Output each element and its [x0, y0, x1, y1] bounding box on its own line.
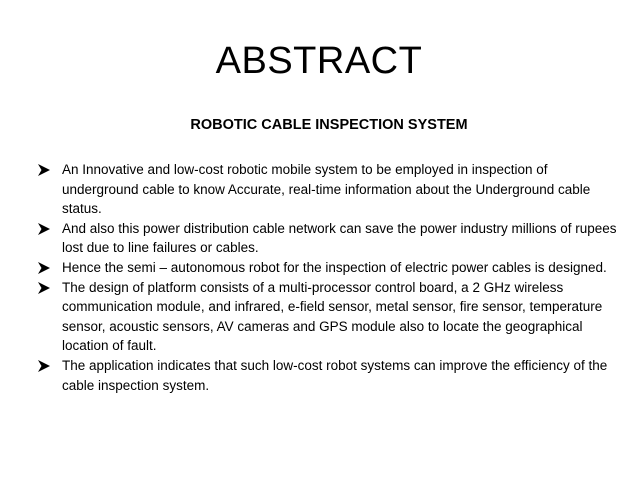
arrowhead-bullet-icon: [38, 164, 50, 176]
arrowhead-bullet-icon: [38, 262, 50, 274]
bullet-text: The design of platform consists of a multi-processor control board, a 2 GHz wireless communication module, and infrared, e-field sensor, metal sensor, fire sensor, temperature sensor, acoustic sensors, AV cameras and GPS module also to locate the geographical location of fault.: [62, 279, 603, 354]
arrowhead-bullet-icon: [38, 223, 50, 235]
bullet-text: An Innovative and low-cost robotic mobile system to be employed in inspection of underground cable to know Accurate, real-time information about the Underground cable status.: [62, 162, 591, 217]
list-item: [40, 356, 618, 395]
arrowhead-bullet-icon: [38, 282, 50, 294]
slide-subtitle: ROBOTIC CABLE INSPECTION SYSTEM: [190, 117, 468, 133]
bullet-text: Hence the semi – autonomous robot for the inspection of electric power cables is designed.: [62, 259, 607, 275]
arrowhead-bullet-icon: [38, 360, 50, 372]
list-item: [40, 258, 618, 278]
list-item: [40, 219, 618, 258]
bullet-text: And also this power distribution cable network can save the power industry millions of rupees lost due to line failures or cables.: [62, 220, 617, 256]
list-item: [40, 160, 618, 219]
slide-title: ABSTRACT: [215, 40, 423, 82]
bullet-list: [40, 160, 618, 395]
bullet-text: The application indicates that such low-cost robot systems can improve the efficiency of the cable inspection system.: [62, 357, 608, 393]
list-item: [40, 278, 618, 356]
